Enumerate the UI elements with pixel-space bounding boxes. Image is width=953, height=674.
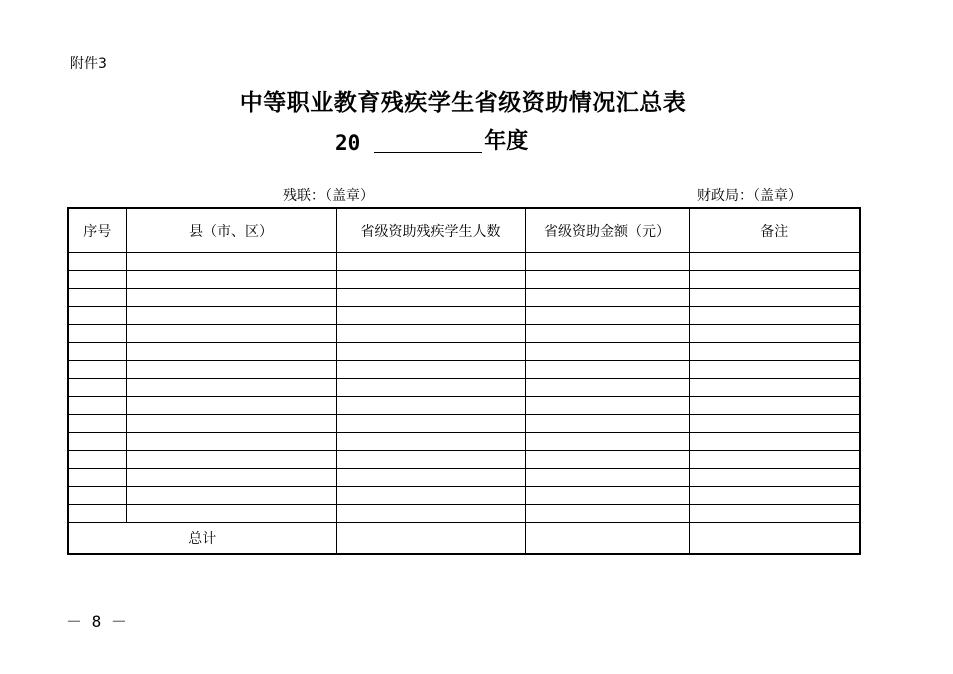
students-cell[interactable] (336, 289, 525, 307)
students-cell[interactable] (336, 253, 525, 271)
seq-cell[interactable] (68, 433, 126, 451)
county-cell[interactable] (126, 451, 336, 469)
remarks-cell[interactable] (689, 415, 860, 433)
students-cell[interactable] (336, 307, 525, 325)
table-row (68, 307, 860, 325)
header-students: 省级资助残疾学生人数 (336, 208, 525, 253)
table-row (68, 271, 860, 289)
county-cell[interactable] (126, 487, 336, 505)
header-county: 县（市、区） (126, 208, 336, 253)
seq-cell[interactable] (68, 271, 126, 289)
summary-table (67, 207, 861, 555)
total-amount-cell[interactable] (525, 523, 689, 555)
remarks-cell[interactable] (689, 469, 860, 487)
table-row (68, 343, 860, 361)
students-cell[interactable] (336, 325, 525, 343)
county-cell[interactable] (126, 343, 336, 361)
county-cell[interactable] (126, 271, 336, 289)
amount-cell[interactable] (525, 271, 689, 289)
amount-cell[interactable] (525, 487, 689, 505)
seq-cell[interactable] (68, 343, 126, 361)
table-row (68, 415, 860, 433)
seq-cell[interactable] (68, 487, 126, 505)
remarks-cell[interactable] (689, 397, 860, 415)
students-cell[interactable] (336, 361, 525, 379)
remarks-cell[interactable] (689, 487, 860, 505)
seq-cell[interactable] (68, 469, 126, 487)
seq-cell[interactable] (68, 451, 126, 469)
amount-cell[interactable] (525, 451, 689, 469)
students-cell[interactable] (336, 415, 525, 433)
students-cell[interactable] (336, 505, 525, 523)
table-row (68, 253, 860, 271)
seq-cell[interactable] (68, 379, 126, 397)
students-cell[interactable] (336, 487, 525, 505)
students-cell[interactable] (336, 433, 525, 451)
table-row (68, 325, 860, 343)
amount-cell[interactable] (525, 469, 689, 487)
students-cell[interactable] (336, 343, 525, 361)
remarks-cell[interactable] (689, 253, 860, 271)
amount-cell[interactable] (525, 343, 689, 361)
table-row (68, 379, 860, 397)
table-row (68, 361, 860, 379)
table-row (68, 505, 860, 523)
county-cell[interactable] (126, 253, 336, 271)
county-cell[interactable] (126, 325, 336, 343)
table-row (68, 397, 860, 415)
table-row (68, 289, 860, 307)
students-cell[interactable] (336, 451, 525, 469)
page-number: － 8 － (66, 612, 127, 631)
remarks-cell[interactable] (689, 325, 860, 343)
students-cell[interactable] (336, 397, 525, 415)
remarks-cell[interactable] (689, 505, 860, 523)
year-line (335, 124, 528, 155)
amount-cell[interactable] (525, 307, 689, 325)
amount-cell[interactable] (525, 397, 689, 415)
remarks-cell[interactable] (689, 361, 860, 379)
total-students-cell[interactable] (336, 523, 525, 555)
header-remarks: 备注 (689, 208, 860, 253)
table-row (68, 451, 860, 469)
header-amount: 省级资助金额（元） (525, 208, 689, 253)
county-cell[interactable] (126, 307, 336, 325)
header-seq: 序号 (68, 208, 126, 253)
seq-cell[interactable] (68, 253, 126, 271)
seq-cell[interactable] (68, 289, 126, 307)
remarks-cell[interactable] (689, 271, 860, 289)
seq-cell[interactable] (68, 415, 126, 433)
total-remarks-cell[interactable] (689, 523, 860, 555)
amount-cell[interactable] (525, 253, 689, 271)
amount-cell[interactable] (525, 289, 689, 307)
year-suffix: 年度 (484, 129, 529, 154)
seq-cell[interactable] (68, 505, 126, 523)
seq-cell[interactable] (68, 325, 126, 343)
remarks-cell[interactable] (689, 451, 860, 469)
students-cell[interactable] (336, 271, 525, 289)
seq-cell[interactable] (68, 397, 126, 415)
amount-cell[interactable] (525, 325, 689, 343)
remarks-cell[interactable] (689, 433, 860, 451)
amount-cell[interactable] (525, 505, 689, 523)
county-cell[interactable] (126, 379, 336, 397)
table-row (68, 433, 860, 451)
amount-cell[interactable] (525, 415, 689, 433)
seq-cell[interactable] (68, 307, 126, 325)
county-cell[interactable] (126, 415, 336, 433)
county-cell[interactable] (126, 289, 336, 307)
year-prefix: 20 (335, 131, 361, 155)
students-cell[interactable] (336, 469, 525, 487)
remarks-cell[interactable] (689, 379, 860, 397)
county-cell[interactable] (126, 469, 336, 487)
finance-bureau-stamp-label: 财政局：（盖章） (697, 188, 802, 204)
attachment-label: 附件3 (70, 56, 107, 72)
table-row (68, 487, 860, 505)
county-cell[interactable] (126, 397, 336, 415)
seq-cell[interactable] (68, 361, 126, 379)
total-label: 总计 (68, 523, 336, 555)
county-cell[interactable] (126, 361, 336, 379)
remarks-cell[interactable] (689, 343, 860, 361)
remarks-cell[interactable] (689, 289, 860, 307)
total-row (68, 523, 860, 555)
remarks-cell[interactable] (689, 307, 860, 325)
document-title: 中等职业教育残疾学生省级资助情况汇总表 (239, 90, 687, 116)
students-cell[interactable] (336, 379, 525, 397)
amount-cell[interactable] (525, 379, 689, 397)
disabled-federation-stamp-label: 残联：（盖章） (283, 188, 374, 204)
county-cell[interactable] (126, 505, 336, 523)
amount-cell[interactable] (525, 361, 689, 379)
table-row (68, 469, 860, 487)
amount-cell[interactable] (525, 433, 689, 451)
county-cell[interactable] (126, 433, 336, 451)
header-row (68, 208, 860, 253)
year-blank-field (374, 130, 482, 153)
